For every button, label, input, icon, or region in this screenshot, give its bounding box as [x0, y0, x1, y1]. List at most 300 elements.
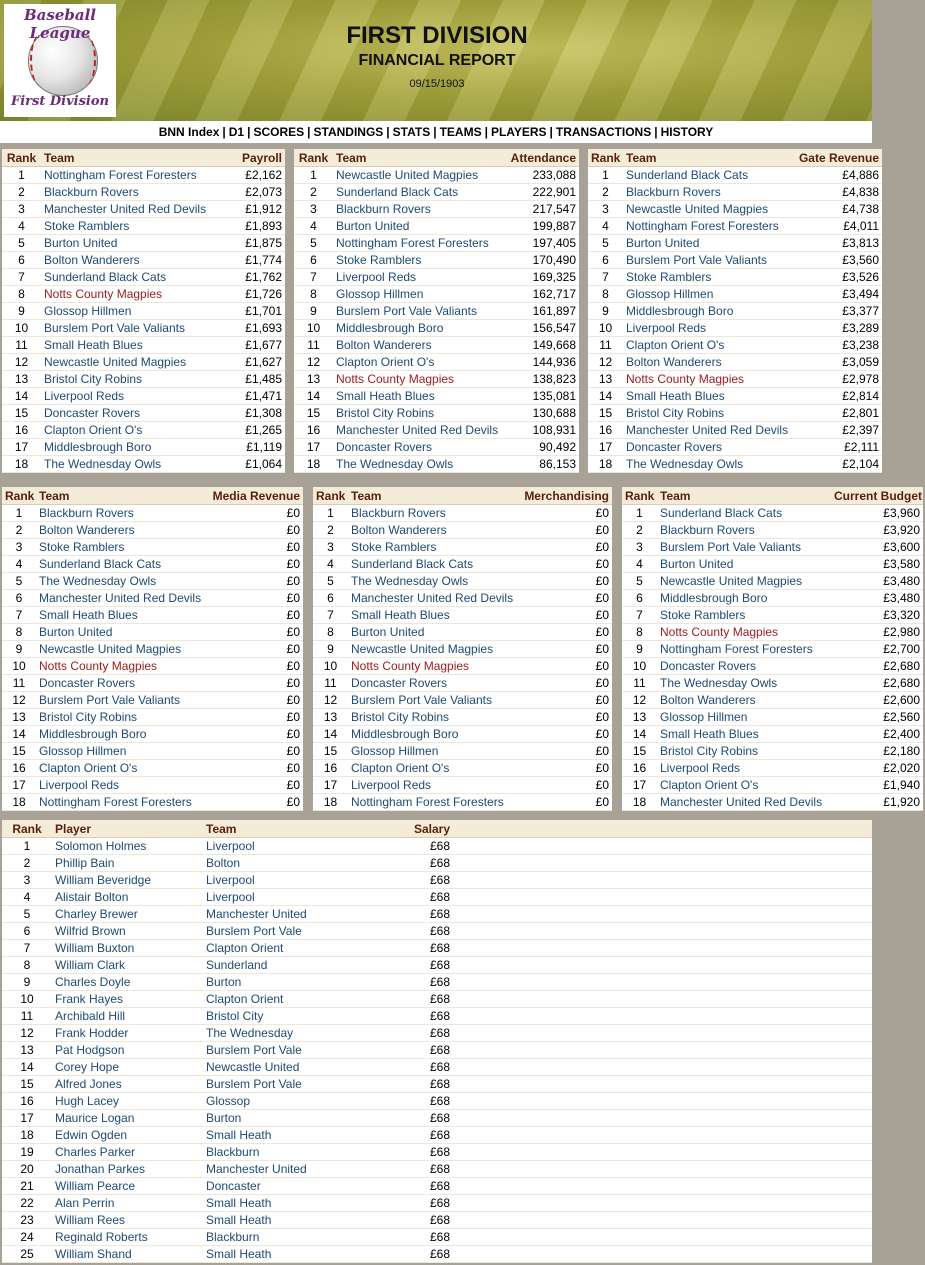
nav-separator: | — [222, 125, 226, 139]
team-link[interactable]: The Wednesday Owls — [36, 573, 208, 590]
team-link[interactable]: Doncaster Rovers — [36, 675, 208, 692]
nav-link-history[interactable]: HISTORY — [660, 125, 714, 139]
value-cell: 90,492 — [501, 439, 579, 456]
rank-cell: 13 — [294, 371, 333, 388]
table-row — [2, 556, 303, 573]
team-link[interactable]: Blackburn — [203, 1144, 353, 1161]
team-link[interactable]: Small Heath — [203, 1127, 353, 1144]
value-cell: £0 — [520, 777, 612, 794]
value-cell: £1,119 — [221, 439, 285, 456]
team-link[interactable]: Middlesbrough Boro — [333, 320, 501, 337]
team-link[interactable]: Clapton Orient O's — [36, 760, 208, 777]
team-link[interactable]: Small Heath Blues — [41, 337, 221, 354]
team-link[interactable]: Blackburn Rovers — [623, 184, 792, 201]
value-cell: £2,162 — [221, 167, 285, 184]
player-link[interactable]: William Beveridge — [52, 872, 203, 889]
team-link[interactable]: Newcastle United Magpies — [333, 167, 501, 184]
team-link[interactable]: Manchester United — [203, 1161, 353, 1178]
player-link[interactable]: Phillip Bain — [52, 855, 203, 872]
table-row — [294, 201, 579, 218]
team-link[interactable]: Manchester United Red Devils — [41, 201, 221, 218]
team-link[interactable]: Newcastle United Magpies — [623, 201, 792, 218]
value-cell: £3,377 — [792, 303, 882, 320]
value-cell: £2,560 — [831, 709, 923, 726]
rank-cell: 16 — [2, 422, 41, 439]
player-link[interactable]: Maurice Logan — [52, 1110, 203, 1127]
row-filler — [453, 1178, 872, 1195]
player-link[interactable]: Corey Hope — [52, 1059, 203, 1076]
row-filler — [453, 872, 872, 889]
team-link[interactable]: Bristol City Robins — [41, 371, 221, 388]
team-link[interactable]: Clapton Orient O's — [41, 422, 221, 439]
team-link[interactable]: Burslem Port Vale Valiants — [657, 539, 831, 556]
rank-cell: 8 — [2, 624, 36, 641]
team-link[interactable]: Bolton Wanderers — [36, 522, 208, 539]
salary-cell: £68 — [353, 1212, 453, 1229]
rank-cell: 15 — [294, 405, 333, 422]
team-link[interactable]: Burton United — [41, 235, 221, 252]
player-link[interactable]: Jonathan Parkes — [52, 1161, 203, 1178]
team-link[interactable]: Notts County Magpies — [348, 658, 520, 675]
table-row — [313, 505, 612, 522]
value-cell: £0 — [520, 692, 612, 709]
team-link[interactable]: Manchester United Red Devils — [348, 590, 520, 607]
team-link[interactable]: Notts County Magpies — [623, 371, 792, 388]
team-link[interactable]: Sunderland Black Cats — [657, 505, 831, 522]
team-link[interactable]: Stoke Ramblers — [41, 218, 221, 235]
team-link[interactable]: Liverpool Reds — [41, 388, 221, 405]
team-link[interactable]: Burslem Port Vale — [203, 1042, 353, 1059]
value-cell: £4,886 — [792, 167, 882, 184]
value-cell: £0 — [208, 777, 303, 794]
team-link[interactable]: Sunderland — [203, 957, 353, 974]
rank-cell: 25 — [2, 1246, 52, 1263]
value-cell: £1,893 — [221, 218, 285, 235]
player-link[interactable]: Frank Hodder — [52, 1025, 203, 1042]
team-link[interactable]: Bolton — [203, 855, 353, 872]
player-link[interactable]: Solomon Holmes — [52, 838, 203, 855]
team-link[interactable]: Nottingham Forest Foresters — [657, 641, 831, 658]
team-link[interactable]: Doncaster — [203, 1178, 353, 1195]
value-cell: £0 — [520, 760, 612, 777]
table-row — [294, 184, 579, 201]
column-header-attendance: Attendance — [501, 149, 579, 167]
team-link[interactable]: Glossop Hillmen — [333, 286, 501, 303]
team-link[interactable]: The Wednesday Owls — [348, 573, 520, 590]
value-cell: £0 — [208, 641, 303, 658]
attendance-table — [294, 149, 579, 473]
table-header-row — [2, 820, 872, 838]
rank-cell: 14 — [2, 388, 41, 405]
row-filler — [453, 1110, 872, 1127]
value-cell: £1,774 — [221, 252, 285, 269]
team-link[interactable]: Newcastle United — [203, 1059, 353, 1076]
team-link[interactable]: Small Heath Blues — [36, 607, 208, 624]
table-row — [588, 269, 882, 286]
rank-cell: 16 — [313, 760, 348, 777]
value-cell: 108,931 — [501, 422, 579, 439]
team-link[interactable]: Stoke Ramblers — [623, 269, 792, 286]
team-link[interactable]: Doncaster Rovers — [41, 405, 221, 422]
team-link[interactable]: Doncaster Rovers — [623, 439, 792, 456]
value-cell: £1,308 — [221, 405, 285, 422]
table-row — [2, 252, 285, 269]
value-cell: £0 — [520, 624, 612, 641]
table-row — [313, 760, 612, 777]
player-link[interactable]: William Rees — [52, 1212, 203, 1229]
team-link[interactable]: Sunderland Black Cats — [36, 556, 208, 573]
rank-cell: 13 — [2, 371, 41, 388]
value-cell: £1,677 — [221, 337, 285, 354]
nav-separator: | — [654, 125, 658, 139]
table-row — [588, 439, 882, 456]
team-link[interactable]: Glossop — [203, 1093, 353, 1110]
team-link[interactable]: Burton United — [657, 556, 831, 573]
rank-cell: 9 — [313, 641, 348, 658]
rank-cell: 11 — [294, 337, 333, 354]
value-cell: £2,680 — [831, 675, 923, 692]
team-link[interactable]: Doncaster Rovers — [333, 439, 501, 456]
player-link[interactable]: Charles Doyle — [52, 974, 203, 991]
team-link[interactable]: Middlesbrough Boro — [657, 590, 831, 607]
payroll-table — [2, 149, 285, 473]
row-filler — [453, 906, 872, 923]
player-link[interactable]: Hugh Lacey — [52, 1093, 203, 1110]
team-link[interactable]: Notts County Magpies — [36, 658, 208, 675]
player-link[interactable]: Alistair Bolton — [52, 889, 203, 906]
team-link[interactable]: The Wednesday Owls — [41, 456, 221, 473]
rank-cell: 14 — [313, 726, 348, 743]
rank-cell: 17 — [588, 439, 623, 456]
table-row — [294, 320, 579, 337]
row-filler — [453, 855, 872, 872]
table-row — [2, 675, 303, 692]
team-link[interactable]: Sunderland Black Cats — [333, 184, 501, 201]
nav-link-bnn-index[interactable]: BNN Index — [158, 125, 220, 139]
player-link[interactable]: William Clark — [52, 957, 203, 974]
rank-cell: 7 — [622, 607, 657, 624]
nav-separator: | — [433, 125, 437, 139]
team-link[interactable]: Burton United — [623, 235, 792, 252]
table-row — [294, 456, 579, 473]
team-link[interactable]: Newcastle United Magpies — [348, 641, 520, 658]
team-link[interactable]: The Wednesday — [203, 1025, 353, 1042]
rank-cell: 24 — [2, 1229, 52, 1246]
team-link[interactable]: Burslem Port Vale Valiants — [623, 252, 792, 269]
player-link[interactable]: Archibald Hill — [52, 1008, 203, 1025]
player-link[interactable]: William Shand — [52, 1246, 203, 1263]
team-link[interactable]: Blackburn Rovers — [348, 505, 520, 522]
rank-cell: 7 — [588, 269, 623, 286]
team-link[interactable]: Blackburn — [203, 1229, 353, 1246]
team-link[interactable]: Middlesbrough Boro — [348, 726, 520, 743]
table-row — [313, 624, 612, 641]
team-link[interactable]: Notts County Magpies — [41, 286, 221, 303]
team-link[interactable]: Notts County Magpies — [657, 624, 831, 641]
nav-link-transactions[interactable]: TRANSACTIONS — [555, 125, 652, 139]
team-link[interactable]: Burton United — [36, 624, 208, 641]
team-link[interactable]: Burton — [203, 1110, 353, 1127]
team-link[interactable]: Burton — [203, 974, 353, 991]
team-link[interactable]: Blackburn Rovers — [41, 184, 221, 201]
team-link[interactable]: Middlesbrough Boro — [36, 726, 208, 743]
rank-cell: 2 — [622, 522, 657, 539]
team-link[interactable]: Manchester United Red Devils — [623, 422, 792, 439]
value-cell: £0 — [520, 556, 612, 573]
team-link[interactable]: Notts County Magpies — [333, 371, 501, 388]
team-link[interactable]: Stoke Ramblers — [348, 539, 520, 556]
team-link[interactable]: Manchester United Red Devils — [36, 590, 208, 607]
team-link[interactable]: Bristol City Robins — [333, 405, 501, 422]
value-cell: £1,912 — [221, 201, 285, 218]
team-link[interactable]: Clapton Orient O's — [623, 337, 792, 354]
rank-cell: 6 — [2, 590, 36, 607]
team-link[interactable]: Glossop Hillmen — [623, 286, 792, 303]
table-row — [2, 1008, 872, 1025]
team-link[interactable]: Liverpool Reds — [623, 320, 792, 337]
team-link[interactable]: Doncaster Rovers — [348, 675, 520, 692]
team-link[interactable]: Bristol City Robins — [36, 709, 208, 726]
player-link[interactable]: Alfred Jones — [52, 1076, 203, 1093]
team-link[interactable]: Small Heath Blues — [657, 726, 831, 743]
player-link[interactable]: Wilfrid Brown — [52, 923, 203, 940]
value-cell: £0 — [208, 539, 303, 556]
team-link[interactable]: Stoke Ramblers — [333, 252, 501, 269]
row-filler — [453, 1059, 872, 1076]
value-cell: £0 — [208, 794, 303, 811]
player-link[interactable]: William Buxton — [52, 940, 203, 957]
nav-link-players[interactable]: PLAYERS — [490, 125, 547, 139]
team-link[interactable]: Burslem Port Vale Valiants — [36, 692, 208, 709]
rank-cell: 11 — [588, 337, 623, 354]
team-link[interactable]: Blackburn Rovers — [333, 201, 501, 218]
player-link[interactable]: Alan Perrin — [52, 1195, 203, 1212]
team-link[interactable]: Burslem Port Vale — [203, 1076, 353, 1093]
team-link[interactable]: Newcastle United Magpies — [36, 641, 208, 658]
team-link[interactable]: Manchester United Red Devils — [333, 422, 501, 439]
team-link[interactable]: Liverpool Reds — [36, 777, 208, 794]
team-link[interactable]: Newcastle United Magpies — [41, 354, 221, 371]
team-link[interactable]: Clapton Orient — [203, 991, 353, 1008]
rank-cell: 18 — [588, 456, 623, 473]
rank-cell: 9 — [2, 303, 41, 320]
rank-cell: 2 — [588, 184, 623, 201]
value-cell: £0 — [208, 726, 303, 743]
value-cell: £3,480 — [831, 590, 923, 607]
player-link[interactable]: Pat Hodgson — [52, 1042, 203, 1059]
value-cell: £0 — [520, 794, 612, 811]
rank-cell: 18 — [2, 1127, 52, 1144]
column-header-gate-revenue: Gate Revenue — [792, 149, 882, 167]
value-cell: 197,405 — [501, 235, 579, 252]
player-link[interactable]: Reginald Roberts — [52, 1229, 203, 1246]
player-link[interactable]: Edwin Ogden — [52, 1127, 203, 1144]
value-cell: 156,547 — [501, 320, 579, 337]
row-filler — [453, 940, 872, 957]
team-link[interactable]: Nottingham Forest Foresters — [36, 794, 208, 811]
nav-link-d1[interactable]: D1 — [228, 125, 245, 139]
team-link[interactable]: Stoke Ramblers — [36, 539, 208, 556]
team-link[interactable]: Bristol City Robins — [348, 709, 520, 726]
team-link[interactable]: Glossop Hillmen — [36, 743, 208, 760]
team-link[interactable]: Glossop Hillmen — [657, 709, 831, 726]
team-link[interactable]: Burslem Port Vale Valiants — [333, 303, 501, 320]
table-row — [2, 539, 303, 556]
team-link[interactable]: Burslem Port Vale Valiants — [348, 692, 520, 709]
team-link[interactable]: Sunderland Black Cats — [41, 269, 221, 286]
team-link[interactable]: Liverpool Reds — [348, 777, 520, 794]
row-filler — [453, 1195, 872, 1212]
rank-cell: 12 — [2, 692, 36, 709]
rank-cell: 18 — [2, 456, 41, 473]
table-row — [2, 1059, 872, 1076]
team-link[interactable]: Bristol City — [203, 1008, 353, 1025]
table-row — [588, 337, 882, 354]
player-link[interactable]: William Pearce — [52, 1178, 203, 1195]
team-link[interactable]: Nottingham Forest Foresters — [333, 235, 501, 252]
team-link[interactable]: Glossop Hillmen — [41, 303, 221, 320]
player-link[interactable]: Charley Brewer — [52, 906, 203, 923]
table-row — [313, 556, 612, 573]
rank-cell: 5 — [294, 235, 333, 252]
team-link[interactable]: Bristol City Robins — [657, 743, 831, 760]
team-link[interactable]: The Wednesday Owls — [333, 456, 501, 473]
table-row — [622, 624, 923, 641]
rank-cell: 11 — [622, 675, 657, 692]
team-link[interactable]: Burton United — [348, 624, 520, 641]
table-row — [622, 607, 923, 624]
logo-text-top: Baseball League — [24, 6, 96, 42]
team-link[interactable]: Manchester United Red Devils — [657, 794, 831, 811]
team-link[interactable]: Sunderland Black Cats — [623, 167, 792, 184]
rank-cell: 17 — [2, 777, 36, 794]
nav-link-scores[interactable]: SCORES — [253, 125, 305, 139]
team-link[interactable]: Clapton Orient O's — [657, 777, 831, 794]
value-cell: 130,688 — [501, 405, 579, 422]
team-link[interactable]: Small Heath Blues — [333, 388, 501, 405]
salary-cell: £68 — [353, 1025, 453, 1042]
team-link[interactable]: Clapton Orient — [203, 940, 353, 957]
team-link[interactable]: Sunderland Black Cats — [348, 556, 520, 573]
player-link[interactable]: Frank Hayes — [52, 991, 203, 1008]
player-link[interactable]: Charles Parker — [52, 1144, 203, 1161]
column-header-team: Team — [203, 820, 353, 838]
table-row — [622, 590, 923, 607]
rank-cell: 5 — [2, 906, 52, 923]
team-link[interactable]: Clapton Orient O's — [348, 760, 520, 777]
rank-cell: 18 — [2, 794, 36, 811]
team-link[interactable]: Burslem Port Vale — [203, 923, 353, 940]
table-row — [2, 522, 303, 539]
team-link[interactable]: Small Heath Blues — [348, 607, 520, 624]
rank-cell: 10 — [2, 991, 52, 1008]
table-row — [313, 522, 612, 539]
table-row — [313, 692, 612, 709]
team-link[interactable]: Liverpool Reds — [333, 269, 501, 286]
rank-cell: 10 — [588, 320, 623, 337]
team-link[interactable]: Small Heath — [203, 1195, 353, 1212]
team-link[interactable]: Bolton Wanderers — [623, 354, 792, 371]
salary-cell: £68 — [353, 1246, 453, 1263]
team-link[interactable]: Small Heath — [203, 1246, 353, 1263]
team-link[interactable]: Glossop Hillmen — [348, 743, 520, 760]
team-link[interactable]: Doncaster Rovers — [657, 658, 831, 675]
column-header-team: Team — [348, 487, 520, 505]
team-link[interactable]: Middlesbrough Boro — [623, 303, 792, 320]
team-link[interactable]: Nottingham Forest Foresters — [348, 794, 520, 811]
team-link[interactable]: Liverpool Reds — [657, 760, 831, 777]
table-row — [2, 439, 285, 456]
nav-link-teams[interactable]: TEAMS — [439, 125, 482, 139]
table-row — [2, 1127, 872, 1144]
team-link[interactable]: Small Heath — [203, 1212, 353, 1229]
team-link[interactable]: Bristol City Robins — [623, 405, 792, 422]
team-link[interactable]: Newcastle United Magpies — [657, 573, 831, 590]
rank-cell: 16 — [588, 422, 623, 439]
team-link[interactable]: Burton United — [333, 218, 501, 235]
team-link[interactable]: Liverpool — [203, 872, 353, 889]
table-row — [2, 794, 303, 811]
table-row — [2, 235, 285, 252]
column-header-merchandising: Merchandising — [520, 487, 612, 505]
salary-cell: £68 — [353, 1042, 453, 1059]
league-logo[interactable] — [4, 4, 116, 117]
report-date: 09/15/1903 — [409, 78, 465, 90]
table-row — [622, 539, 923, 556]
column-header-rank: Rank — [2, 820, 52, 838]
table-row — [2, 456, 285, 473]
value-cell: £0 — [520, 573, 612, 590]
team-link[interactable]: Blackburn Rovers — [657, 522, 831, 539]
rank-cell: 4 — [2, 889, 52, 906]
rank-cell: 3 — [294, 201, 333, 218]
team-link[interactable]: Nottingham Forest Foresters — [41, 167, 221, 184]
team-link[interactable]: Burslem Port Vale Valiants — [41, 320, 221, 337]
team-link[interactable]: Stoke Ramblers — [657, 607, 831, 624]
table-row — [313, 658, 612, 675]
table-row — [2, 201, 285, 218]
team-link[interactable]: Nottingham Forest Foresters — [623, 218, 792, 235]
team-link[interactable]: Bolton Wanderers — [41, 252, 221, 269]
team-link[interactable]: Bolton Wanderers — [333, 337, 501, 354]
team-link[interactable]: Liverpool — [203, 838, 353, 855]
team-link[interactable]: The Wednesday Owls — [623, 456, 792, 473]
team-link[interactable]: Blackburn Rovers — [36, 505, 208, 522]
team-link[interactable]: Manchester United — [203, 906, 353, 923]
team-link[interactable]: Bolton Wanderers — [657, 692, 831, 709]
team-link[interactable]: Clapton Orient O's — [333, 354, 501, 371]
table-row — [2, 760, 303, 777]
header-filler — [453, 820, 872, 838]
table-row — [313, 777, 612, 794]
team-link[interactable]: Small Heath Blues — [623, 388, 792, 405]
table-row — [2, 269, 285, 286]
value-cell: £2,680 — [831, 658, 923, 675]
team-link[interactable]: Bolton Wanderers — [348, 522, 520, 539]
value-cell: 161,897 — [501, 303, 579, 320]
table-row — [2, 337, 285, 354]
column-header-rank: Rank — [588, 149, 623, 167]
rank-cell: 10 — [313, 658, 348, 675]
nav-link-standings[interactable]: STANDINGS — [313, 125, 384, 139]
nav-link-stats[interactable]: STATS — [392, 125, 431, 139]
salary-cell: £68 — [353, 889, 453, 906]
team-link[interactable]: Liverpool — [203, 889, 353, 906]
table-row — [2, 624, 303, 641]
team-link[interactable]: Middlesbrough Boro — [41, 439, 221, 456]
table-row — [588, 167, 882, 184]
team-link[interactable]: The Wednesday Owls — [657, 675, 831, 692]
